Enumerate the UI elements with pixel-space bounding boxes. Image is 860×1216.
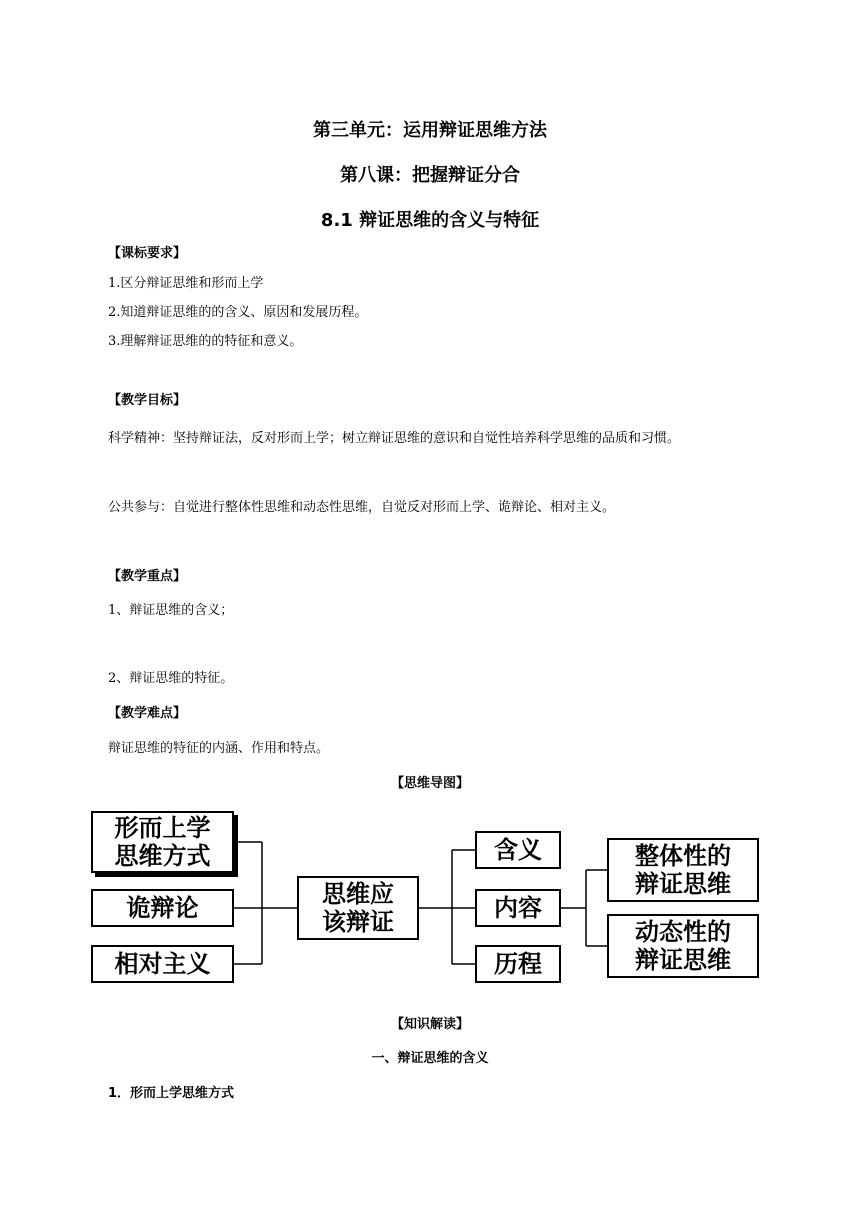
mindmap-node-dynamic	[607, 914, 759, 978]
node-label: 思维方式	[114, 842, 211, 870]
curriculum-item: 2.知道辩证思维的的含义、原因和发展历程。	[108, 305, 368, 320]
curriculum-heading: 【课标要求】	[108, 246, 187, 261]
node-label: 整体性的	[635, 842, 731, 870]
difficulties-text: 辩证思维的特征的内涵、作用和特点。	[108, 741, 330, 756]
node-label: 含义	[494, 836, 542, 864]
node-label: 动态性的	[635, 918, 731, 946]
mindmap-heading: 【思维导图】	[390, 776, 469, 791]
difficulties-heading: 【教学难点】	[108, 706, 187, 721]
curriculum-item: 1.区分辩证思维和形而上学	[108, 276, 264, 291]
node-label: 该辩证	[322, 908, 394, 936]
objective-science: 科学精神：坚持辩证法，反对形而上学；树立辩证思维的意识和自觉性培养科学思维的品质和习惯。	[108, 431, 681, 446]
mindmap-node-relativism	[91, 945, 234, 983]
mindmap-node-holistic	[607, 838, 759, 902]
unit-title: 第三单元：运用辩证思维方法	[313, 120, 547, 141]
key-points-heading: 【教学重点】	[108, 569, 187, 584]
node-label: 辩证思维	[635, 946, 731, 974]
node-label: 历程	[494, 950, 542, 978]
node-label: 相对主义	[114, 950, 211, 978]
objectives-heading: 【教学目标】	[108, 393, 187, 408]
knowledge-subheading: 一、辩证思维的含义	[371, 1051, 489, 1066]
mindmap-node-sophistry	[91, 889, 234, 927]
node-label: 内容	[494, 894, 542, 922]
lesson-title: 第八课：把握辩证分合	[340, 165, 520, 186]
node-label: 形而上学	[114, 814, 211, 842]
knowledge-heading: 【知识解读】	[390, 1017, 469, 1032]
node-label: 思维应	[322, 880, 394, 908]
knowledge-item: 1．形而上学思维方式	[108, 1086, 235, 1101]
node-label: 辩证思维	[635, 870, 731, 898]
node-label: 诡辩论	[126, 894, 199, 922]
objective-participation: 公共参与：自觉进行整体性思维和动态性思维，自觉反对形而上学、诡辩论、相对主义。	[108, 500, 616, 515]
section-title: 8.1 辩证思维的含义与特征	[320, 210, 540, 231]
key-point-item: 1、辩证思维的含义；	[108, 603, 234, 618]
key-point-item: 2、辩证思维的特征。	[108, 671, 234, 686]
mindmap-node-history	[475, 945, 561, 983]
mindmap-node-center	[297, 876, 419, 940]
mindmap-node-meaning	[475, 831, 561, 869]
mindmap-node-content	[475, 889, 561, 927]
mindmap-node-metaphysics	[91, 811, 234, 873]
curriculum-item: 3.理解辩证思维的的特征和意义。	[108, 334, 303, 349]
